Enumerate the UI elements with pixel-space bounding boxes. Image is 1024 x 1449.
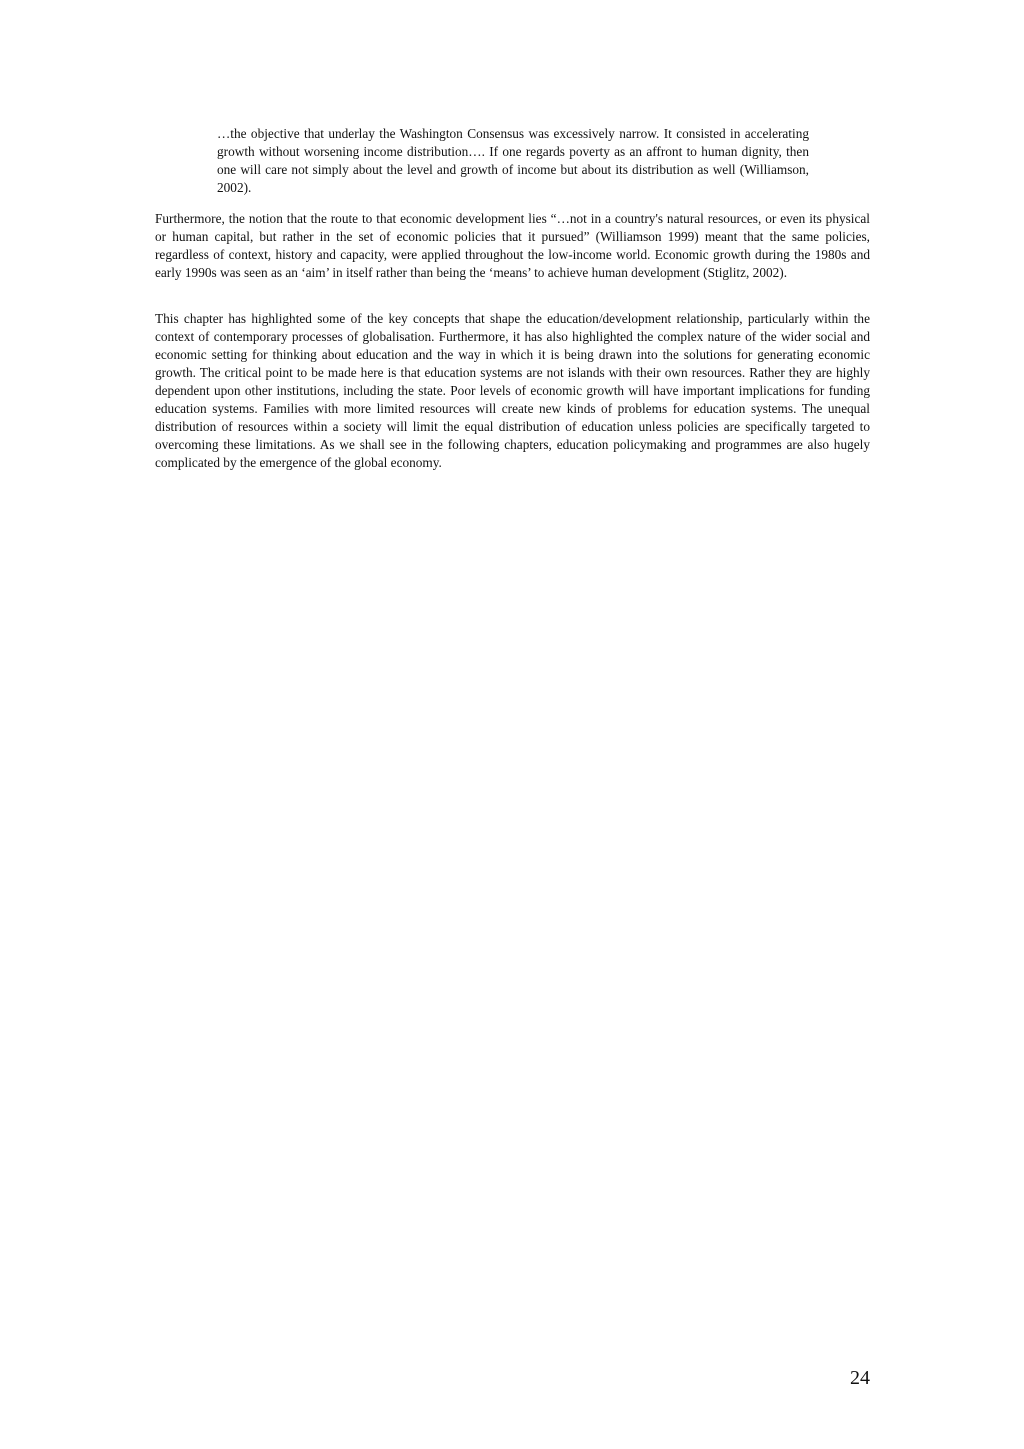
block-quote: …the objective that underlay the Washington Consensus was excessively narrow. It consisted in accelerating growth without worsening income distribution…. If one regards poverty as an affront to human dignity, then one will care not simply about the level and growth of income but about its distribution as well (Williamson, 2002). (217, 126, 809, 195)
page-number: 24 (850, 1367, 870, 1389)
body-paragraph-2: This chapter has highlighted some of the key concepts that shape the education/development relationship, particularly within the context of contemporary processes of globalisation. Furthermore, it has also highlighted the complex nature of the wider social and economic setting for thinking about education and the way in which it is being drawn into the solutions for generating economic growth. The critical point to be made here is that education systems are not islands with their own resources. Rather they are highly dependent upon other institutions, including the state. Poor levels of economic growth will have important implications for funding education systems. Families with more limited resources will create new kinds of problems for education systems. The unequal distribution of resources within a society will limit the equal distribution of education unless policies are specifically targeted to overcoming these limitations. As we shall see in the following chapters, education policymaking and programmes are also hugely complicated by the emergence of the global economy. (155, 311, 870, 470)
body-paragraph-1: Furthermore, the notion that the route to that economic development lies “…not in a country's natural resources, or even its physical or human capital, but rather in the set of economic policies that it pursued” (Williamson 1999) meant that the same policies, regardless of context, history and capacity, were applied throughout the low-income world. Economic growth during the 1980s and early 1990s was seen as an ‘aim’ in itself rather than being the ‘means’ to achieve human development (Stiglitz, 2002). (155, 211, 870, 280)
